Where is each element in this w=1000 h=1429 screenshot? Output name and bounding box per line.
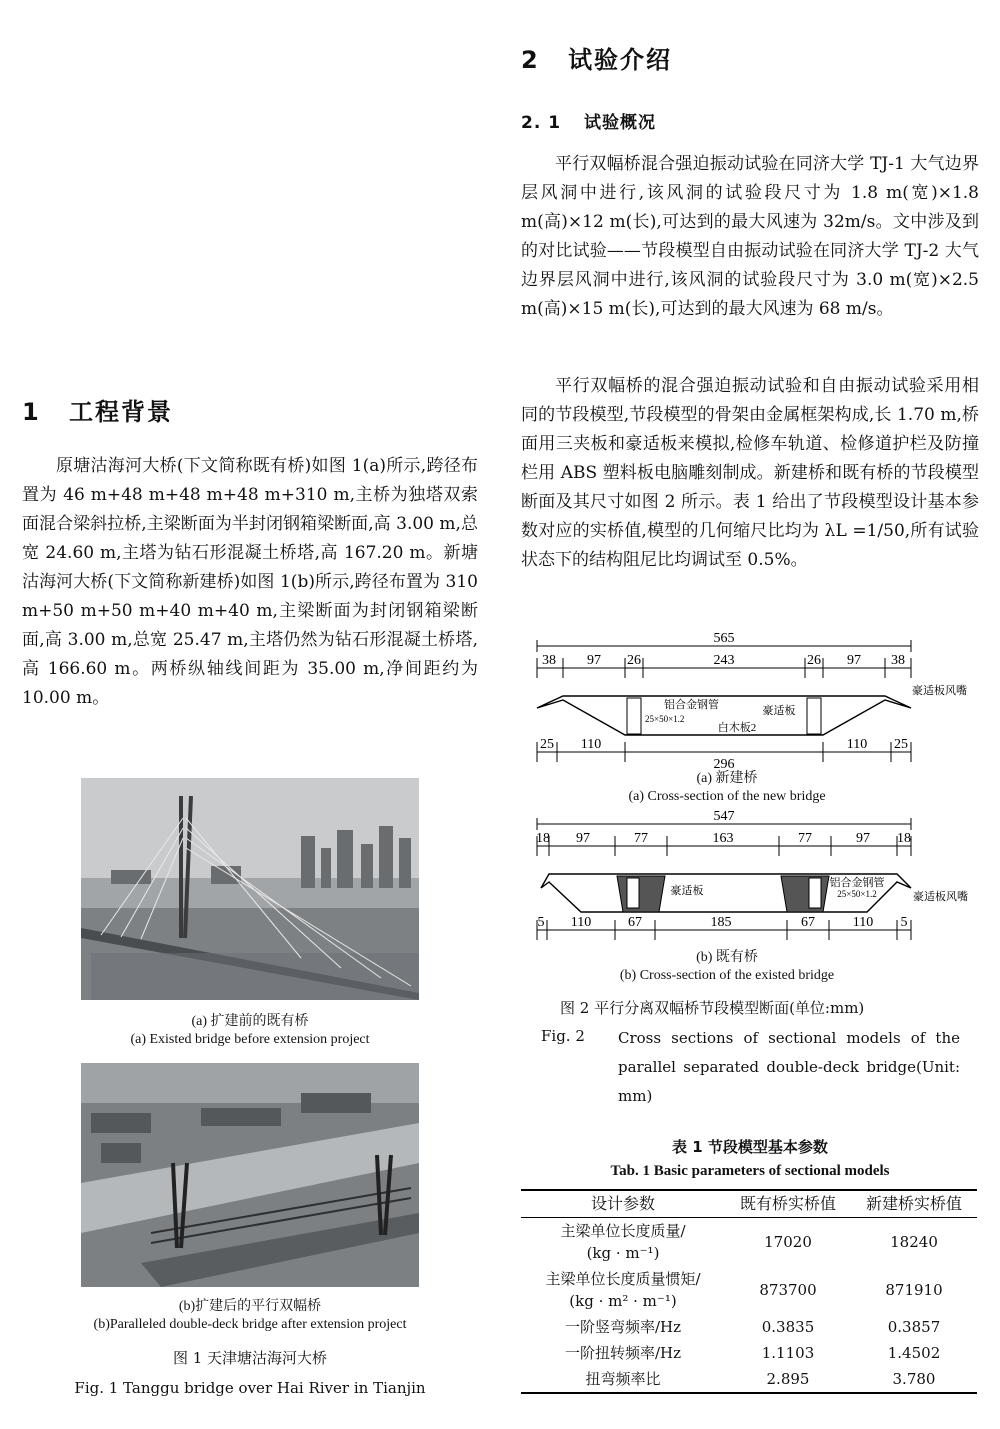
fig2b-top-dim-2: 97 bbox=[576, 831, 590, 846]
table-cell-new: 18240 bbox=[890, 1233, 938, 1251]
table-row bbox=[521, 1266, 977, 1314]
fig2b-bottom-dim-5: 67 bbox=[801, 915, 815, 930]
subsection-title: 试验概况 bbox=[583, 113, 656, 133]
fig1b-caption-en: (b)Paralleled double-deck bridge after extension project bbox=[93, 1317, 407, 1332]
subsection-heading bbox=[521, 108, 656, 133]
fig2a-bottom-dim-4: 110 bbox=[846, 737, 868, 752]
fig1a-caption-en: (a) Existed bridge before extension project bbox=[130, 1032, 370, 1047]
fig1b-caption bbox=[81, 1298, 419, 1334]
fig2a-label-wood: 白木板2 bbox=[717, 722, 757, 734]
table-cell-new: 871910 bbox=[885, 1281, 943, 1299]
fig1-caption-en: Fig. 1 Tanggu bridge over Hai River in Tianjin bbox=[74, 1379, 426, 1397]
fig2b-bottom-dim-7: 5 bbox=[900, 915, 908, 930]
table-cell-existed: 1.1103 bbox=[761, 1344, 815, 1362]
table-header-row bbox=[521, 1190, 977, 1218]
fig2a-caption bbox=[527, 770, 927, 806]
table-cell-existed: 0.3835 bbox=[761, 1318, 815, 1336]
table-cell-new: 1.4502 bbox=[887, 1344, 941, 1362]
fig2b-bottom-dim-6: 110 bbox=[852, 915, 874, 930]
table-cell-param: 扭弯频率比 bbox=[521, 1366, 725, 1393]
table-header-param: 设计参数 bbox=[521, 1190, 725, 1218]
section1-number: 1 bbox=[22, 398, 41, 426]
param-line-1: 主梁单位长度质量惯矩/ bbox=[545, 1270, 701, 1288]
fig2a-label-tube: 铝合金钢管 bbox=[664, 699, 719, 711]
fig2b-top-dim-3: 77 bbox=[634, 831, 648, 846]
fig2b-top-dim-5: 77 bbox=[798, 831, 812, 846]
fig2a-label-tube-size: 25×50×1.2 bbox=[645, 714, 685, 724]
subsection-number: 2. 1 bbox=[521, 113, 562, 133]
table-cell-param bbox=[521, 1218, 725, 1267]
photo-existed-bridge bbox=[81, 778, 419, 1000]
fig1a-caption bbox=[81, 1013, 419, 1049]
fig1b-caption-cn: (b)扩建后的平行双幅桥 bbox=[178, 1299, 322, 1314]
fig2b-top-dim-7: 18 bbox=[897, 831, 911, 846]
fig2-caption-en: Cross sections of sectional models of the parallel separated double-deck bridge(Unit: mm) bbox=[618, 1029, 960, 1105]
fig2a-top-dim-5: 26 bbox=[807, 653, 821, 668]
fig2b-total-dim: 547 bbox=[713, 809, 735, 824]
fig2b-label-tube: 铝合金钢管 bbox=[829, 877, 885, 889]
fig2a-top-dim-2: 97 bbox=[587, 653, 601, 668]
fig2b-top-dim-1: 18 bbox=[536, 831, 550, 846]
photo-paralleled-bridge bbox=[81, 1063, 419, 1287]
table-header-new: 新建桥实桥值 bbox=[851, 1190, 977, 1218]
fig2a-label-nozzle: 豪适板风嘴 bbox=[912, 685, 967, 697]
table-cell-new: 3.780 bbox=[851, 1366, 977, 1393]
table-cell-param: 一阶扭转频率/Hz bbox=[564, 1344, 682, 1362]
fig2b-bottom-dim-1: 5 bbox=[537, 915, 545, 930]
section1-heading bbox=[22, 392, 173, 427]
table1 bbox=[521, 1189, 977, 1394]
fig1a-caption-cn: (a) 扩建前的既有桥 bbox=[191, 1014, 309, 1029]
fig2a-caption-en: (a) Cross-section of the new bridge bbox=[628, 789, 826, 804]
param-line-2: (kg · m² · m⁻¹) bbox=[569, 1292, 677, 1310]
param-line-1: 主梁单位长度质量/ bbox=[560, 1222, 686, 1240]
fig2a-bottom-dim-2: 110 bbox=[580, 737, 602, 752]
fig2b-bottom-dim-3: 67 bbox=[628, 915, 642, 930]
fig2a-bottom-dim-3: 296 bbox=[713, 757, 735, 772]
section1-title: 工程背景 bbox=[69, 398, 174, 426]
table-cell-new: 0.3857 bbox=[887, 1318, 941, 1336]
fig2b-caption-en: (b) Cross-section of the existed bridge bbox=[619, 968, 835, 983]
table-header-existed: 既有桥实桥值 bbox=[725, 1190, 851, 1218]
fig2a-bottom-dim-1: 25 bbox=[540, 737, 554, 752]
table-cell-param: 一阶竖弯频率/Hz bbox=[564, 1318, 682, 1336]
table-cell-param bbox=[521, 1266, 725, 1314]
table-cell-existed: 873700 bbox=[759, 1281, 817, 1299]
table-row bbox=[521, 1314, 977, 1340]
fig2a-label-board: 豪适板 bbox=[762, 705, 796, 717]
section2-number: 2 bbox=[521, 46, 540, 74]
fig2a-top-dim-3: 26 bbox=[627, 653, 641, 668]
section1-paragraph: 原塘沽海河大桥(下文简称既有桥)如图 1(a)所示,跨径布置为 46 m+48 m+48 m+48 m+310 m,主桥为独塔双索面混合梁斜拉桥,主梁断面为半封闭钢箱梁断面,高 3.00 m,总宽 24.60 m,主塔为钻石形混凝土桥塔,高 167.20 m。新塘沽海河大桥(下文简称新建桥)如图 1(b)所示,跨径布置为 310 m+50 m+50 m+40 m+40 m,主梁断面为封闭钢箱梁断面,高 3.00 m,总宽 25.47 m,主塔仍然为钻石形混凝土桥塔,高 166.60 m。两桥纵轴线间距为 35.00 m,净间距约为 10.00 m。 bbox=[22, 456, 478, 708]
fig2b-bottom-dim-4: 185 bbox=[710, 915, 732, 930]
fig2-caption-en-label: Fig. 2 bbox=[541, 1027, 585, 1045]
fig2b-top-dim-4: 163 bbox=[712, 831, 734, 846]
section2-paragraph-1: 平行双幅桥混合强迫振动试验在同济大学 TJ-1 大气边界层风洞中进行,该风洞的试验段尺寸为 1.8 m(宽)×1.8 m(高)×12 m(长),可达到的最大风速为 32m/s。文中涉及到的对比试验——节段模型自由振动试验在同济大学 TJ-2 大气边界层风洞中进行,该风洞的试验段尺寸为 3.0 m(宽)×2.5 m(高)×15 m(长),可达到的最大风速为 68 m/s。 bbox=[521, 154, 979, 319]
table-row bbox=[521, 1218, 977, 1267]
fig2a-top-dim-1: 38 bbox=[542, 653, 556, 668]
fig2a-bottom-dim-5: 25 bbox=[894, 737, 908, 752]
table1-title-en: Tab. 1 Basic parameters of sectional models bbox=[610, 1163, 890, 1179]
fig2b-label-tube-size: 25×50×1.2 bbox=[837, 889, 877, 899]
fig2b-caption bbox=[527, 949, 927, 985]
table-row bbox=[521, 1340, 977, 1366]
table-cell-existed: 2.895 bbox=[725, 1366, 851, 1393]
fig2-caption-cn: 图 2 平行分离双幅桥节段模型断面(单位:mm) bbox=[560, 999, 865, 1017]
fig2a-top-dim-7: 38 bbox=[891, 653, 905, 668]
fig2b-top-dim-6: 97 bbox=[856, 831, 870, 846]
param-line-2: (kg · m⁻¹) bbox=[586, 1244, 660, 1262]
fig2b-cross-section-existed-bridge bbox=[527, 808, 977, 948]
fig2b-bottom-dim-2: 110 bbox=[570, 915, 592, 930]
fig2a-top-dim-4: 243 bbox=[713, 653, 735, 668]
fig2b-label-board: 豪适板 bbox=[670, 885, 704, 897]
table1-title-cn: 表 1 节段模型基本参数 bbox=[672, 1138, 828, 1156]
table-row bbox=[521, 1366, 977, 1393]
fig2a-caption-cn: (a) 新建桥 bbox=[696, 771, 758, 786]
fig2b-label-nozzle: 豪适板风嘴 bbox=[913, 891, 968, 903]
fig2b-caption-cn: (b) 既有桥 bbox=[696, 950, 758, 965]
fig2a-total-dim: 565 bbox=[713, 631, 735, 646]
fig2a-top-dim-6: 97 bbox=[847, 653, 861, 668]
section2-heading bbox=[521, 40, 672, 75]
paralleled-bridge-illustration bbox=[81, 1063, 419, 1287]
section2-title: 试验介绍 bbox=[568, 46, 673, 74]
table-cell-existed: 17020 bbox=[764, 1233, 812, 1251]
existed-bridge-illustration bbox=[81, 778, 419, 1000]
section2-paragraph-2: 平行双幅桥的混合强迫振动试验和自由振动试验采用相同的节段模型,节段模型的骨架由金属框架构成,长 1.70 m,桥面用三夹板和豪适板来模拟,检修车轨道、检修道护栏及防撞栏用 ABS 塑料板电脑雕刻制成。新建桥和既有桥的节段模型断面及其尺寸如图 2 所示。表 1 给出了节段模型设计基本参数对应的实桥值,模型的几何缩尺比均为 λL =1/50,所有试验状态下的结构阻尼比均调试至 0.5%。 bbox=[521, 376, 979, 570]
fig1-caption-cn: 图 1 天津塘沽海河大桥 bbox=[172, 1349, 328, 1367]
